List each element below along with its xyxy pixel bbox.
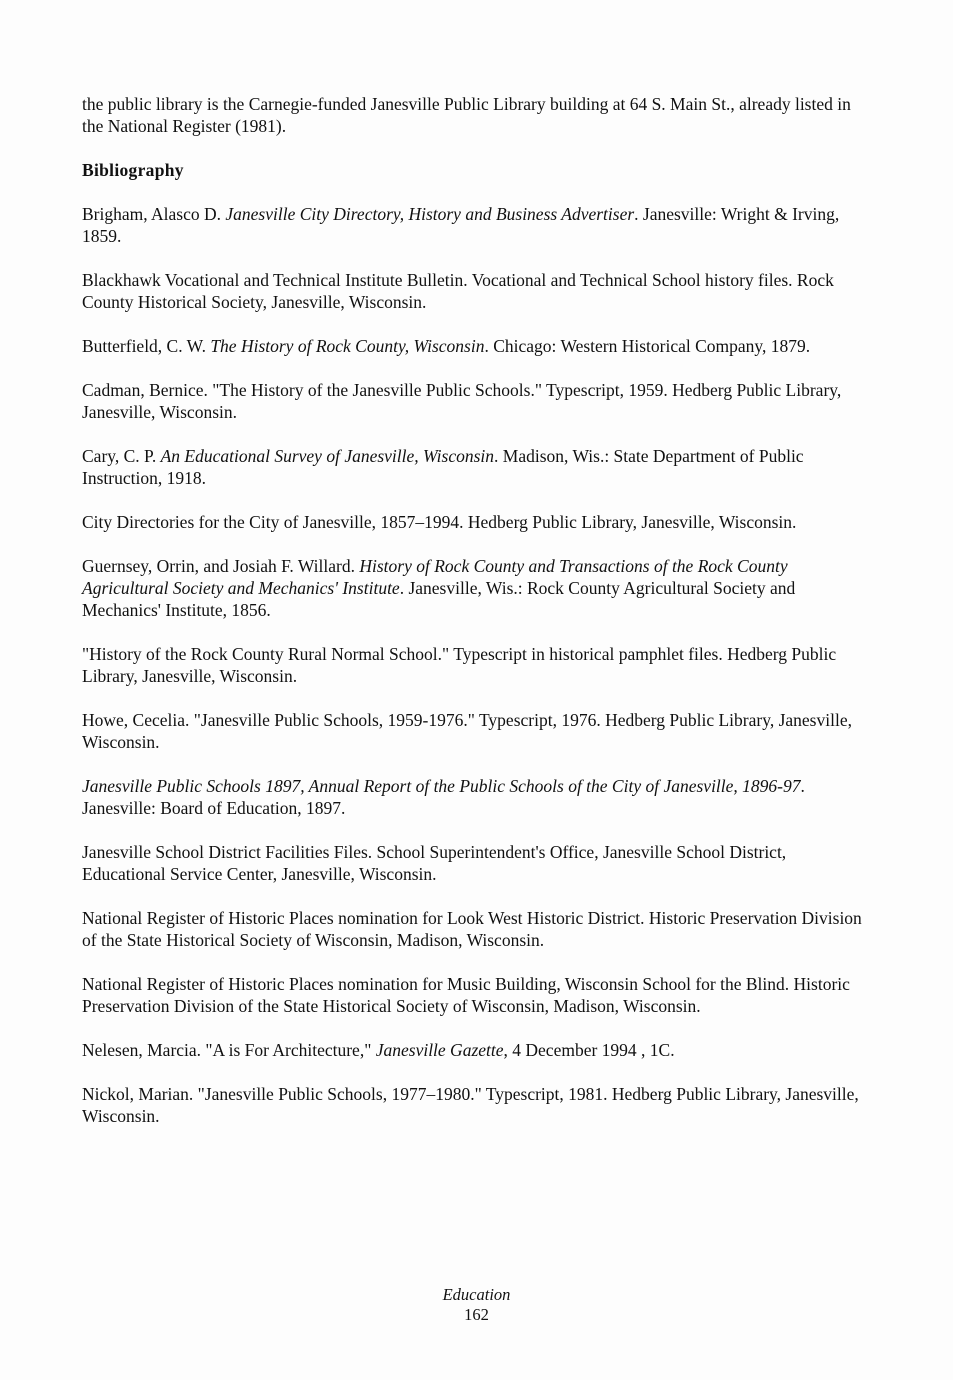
- bibliography-entry: [82, 335, 872, 357]
- entry-post: . Janesville: Board of Education, 1897.: [82, 776, 805, 818]
- entry-pre: Howe, Cecelia. "Janesville Public Schools, 1959-1976." Typescript, 1976. Hedberg Public Library, Janesville, Wisconsin.: [82, 710, 852, 752]
- entry-pre: Guernsey, Orrin, and Josiah F. Willard.: [82, 556, 360, 576]
- entry-pre: National Register of Historic Places nomination for Music Building, Wisconsin School for the Blind. Historic Preservation Division of the State Historical Society of Wisconsin, Madison, Wisconsin.: [82, 974, 850, 1016]
- bibliography-heading: Bibliography: [82, 160, 184, 180]
- entry-pre: City Directories for the City of Janesville, 1857–1994. Hedberg Public Library, Janesville, Wisconsin.: [82, 512, 797, 532]
- page-number: 162: [464, 1305, 489, 1324]
- entry-pre: Blackhawk Vocational and Technical Institute Bulletin. Vocational and Technical School history files. Rock County Historical Society, Janesville, Wisconsin.: [82, 270, 834, 312]
- entry-title: Janesville Public Schools 1897, Annual Report of the Public Schools of the City of Janesville, 1896-97: [82, 776, 801, 796]
- bibliography-entry: [82, 1083, 872, 1127]
- entry-pre: Nickol, Marian. "Janesville Public Schools, 1977–1980." Typescript, 1981. Hedberg Public Library, Janesville, Wisconsin.: [82, 1084, 859, 1126]
- entry-title: Janesville City Directory, History and Business Advertiser: [225, 204, 635, 224]
- bibliography-entry: [82, 709, 872, 753]
- intro-paragraph: the public library is the Carnegie-funded Janesville Public Library building at 64 S. Main St., already listed in the National Register (1981).: [82, 94, 851, 136]
- entry-pre: Brigham, Alasco D.: [82, 204, 226, 224]
- bibliography-list: [82, 203, 872, 1127]
- bibliography-entry: [82, 379, 872, 423]
- bibliography-entry: [82, 907, 872, 951]
- entry-post: . Janesville, Wis.: Rock County Agricultural Society and Mechanics' Institute, 1856.: [82, 578, 796, 620]
- bibliography-entry: [82, 775, 872, 819]
- entry-post: . Madison, Wis.: State Department of Public Instruction, 1918.: [82, 446, 804, 488]
- entry-pre: Cary, C. P.: [82, 446, 161, 466]
- entry-post: . Janesville: Wright & Irving, 1859.: [82, 204, 840, 246]
- bibliography-entry: [82, 269, 872, 313]
- entry-post: , 4 December 1994 , 1C.: [503, 1040, 675, 1060]
- entry-pre: Cadman, Bernice. "The History of the Janesville Public Schools." Typescript, 1959. Hedberg Public Library, Janesville, Wisconsin.: [82, 380, 842, 422]
- footer-section-title: Education: [442, 1285, 511, 1304]
- entry-title: An Educational Survey of Janesville, Wisconsin: [160, 446, 495, 466]
- bibliography-entry: [82, 555, 872, 621]
- bibliography-entry: [82, 841, 872, 885]
- entry-title: History of Rock County and Transactions of the Rock County Agricultural Society and Mechanics' Institute: [82, 556, 788, 598]
- bibliography-entry: [82, 511, 872, 533]
- entry-post: . Chicago: Western Historical Company, 1879.: [484, 336, 811, 356]
- entry-pre: "History of the Rock County Rural Normal School." Typescript in historical pamphlet files. Hedberg Public Library, Janesville, Wisconsin.: [82, 644, 837, 686]
- page-footer: [0, 1285, 953, 1325]
- entry-pre: Nelesen, Marcia. "A is For Architecture,": [82, 1040, 376, 1060]
- bibliography-entry: [82, 973, 872, 1017]
- page-content: [82, 93, 872, 1149]
- entry-pre: Janesville School District Facilities Files. School Superintendent's Office, Janesville School District, Educational Service Center, Janesville, Wisconsin.: [82, 842, 787, 884]
- bibliography-entry: [82, 643, 872, 687]
- bibliography-entry: [82, 445, 872, 489]
- entry-pre: National Register of Historic Places nomination for Look West Historic District. Historic Preservation Division of the State Historical Society of Wisconsin, Madison, Wisconsin.: [82, 908, 862, 950]
- entry-title: The History of Rock County, Wisconsin: [210, 336, 485, 356]
- entry-pre: Butterfield, C. W.: [82, 336, 211, 356]
- bibliography-entry: [82, 203, 872, 247]
- entry-title: Janesville Gazette: [375, 1040, 504, 1060]
- bibliography-entry: [82, 1039, 872, 1061]
